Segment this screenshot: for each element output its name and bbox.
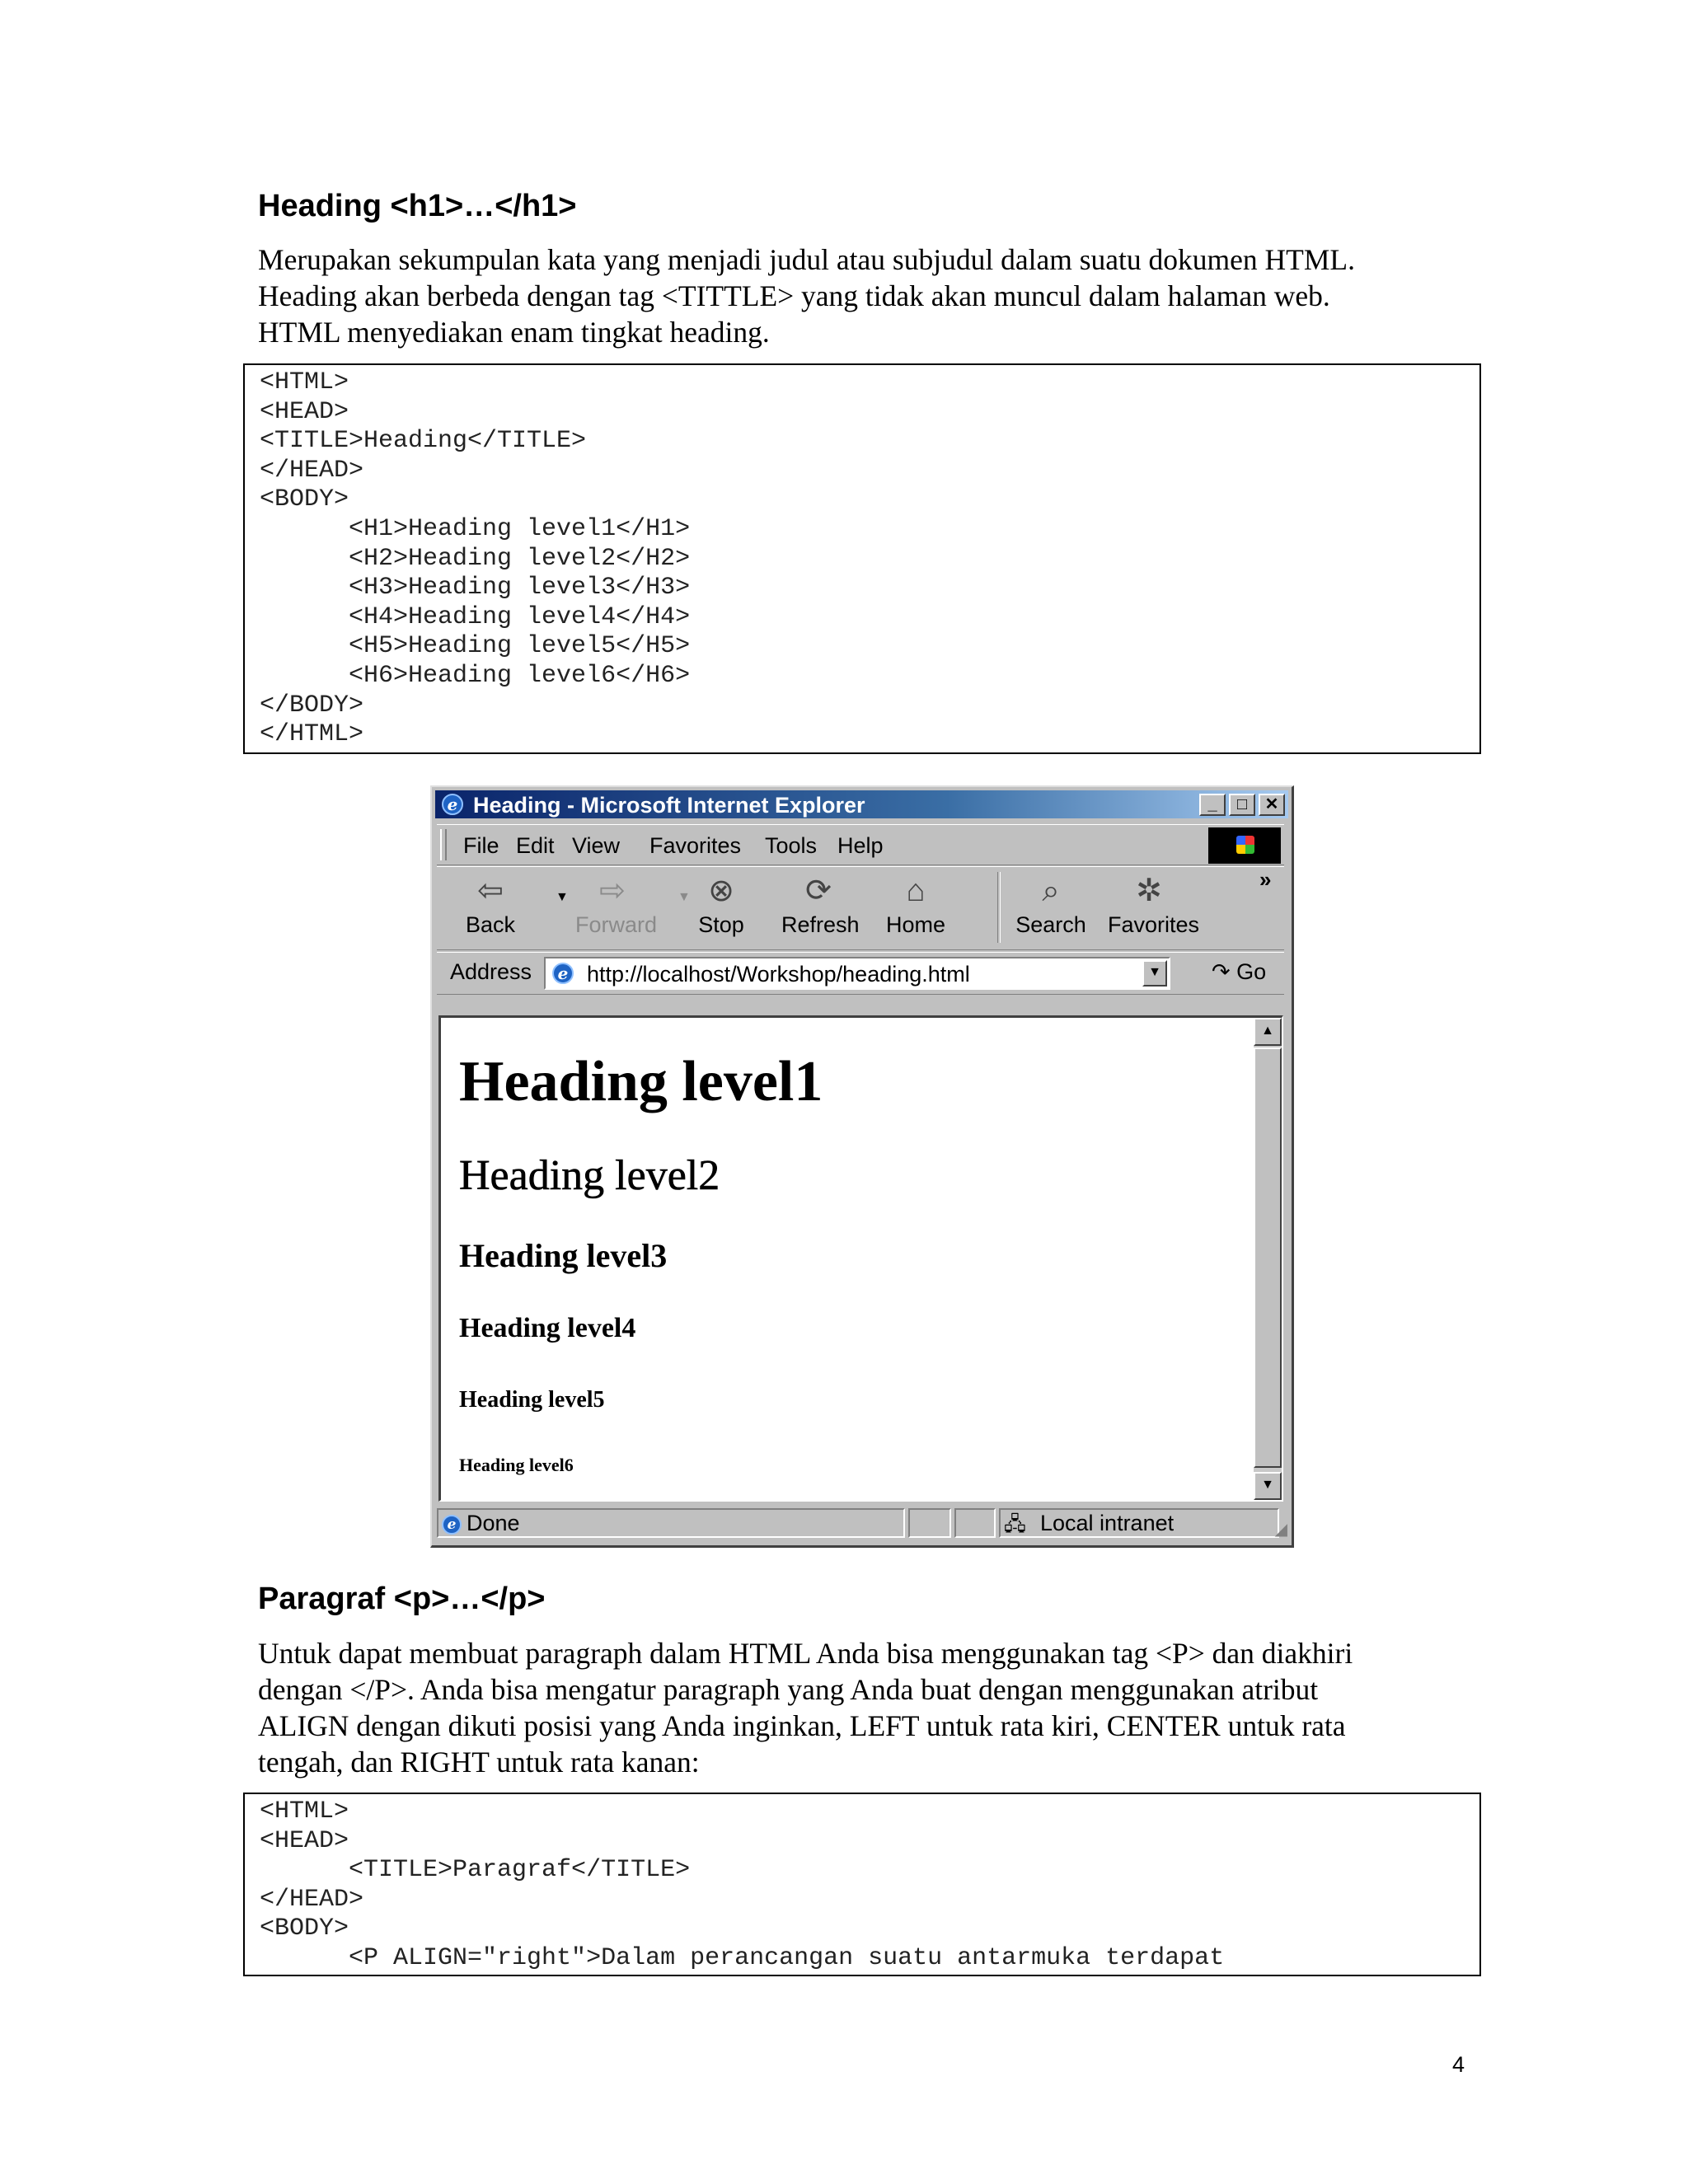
status-pane-empty [954,1508,996,1538]
address-label: Address [450,959,532,984]
status-pane-empty [908,1508,951,1538]
code-block-heading [243,363,1481,754]
code-listing: <HTML> <HEAD> <TITLE>Heading</TITLE> </HEAD> <BODY> <H1>Heading level1</H1> <H2>Heading level2</H2> <H3>Heading level3</H3> <H4>Heading level4</H4> <H5>Heading level5</H5> <H6>Heading level6</H6> </BODY> </HTML> [260,368,691,749]
home-label: Home [885,912,946,937]
menu-file[interactable]: File [463,833,499,858]
back-button[interactable] [453,870,528,944]
forward-arrow-icon: ⇨ [599,874,626,908]
forward-label: Forward [575,912,658,937]
ie-logo-icon: e [442,794,463,815]
title-bar [435,790,1288,818]
back-dropdown-icon[interactable]: ▼ [556,890,569,904]
menu-favorites[interactable]: Favorites [649,833,742,858]
menu-grip [440,829,447,860]
status-main-pane [437,1508,905,1538]
minimize-button[interactable]: _ [1199,794,1226,816]
paragraph-line: dengan </P>. Anda bisa mengatur paragraph yang Anda buat dengan menggunakan atribut [258,1673,1319,1706]
search-label: Search [1015,912,1086,937]
rendered-h6: Heading level6 [459,1455,574,1475]
code-listing: <HTML> <HEAD> <TITLE>Paragraf</TITLE> </HEAD> <BODY> <P ALIGN="right">Dalam perancangan suatu antarmuka terdapat [260,1797,1225,1972]
window-title: Heading - Microsoft Internet Explorer [473,793,865,818]
vertical-scrollbar[interactable] [1254,1018,1282,1500]
status-text: Done [467,1511,520,1535]
close-button[interactable]: ✕ [1259,794,1285,816]
forward-button[interactable] [575,870,658,944]
menu-help[interactable]: Help [837,833,884,858]
paragraph-line: ALIGN dengan dikuti posisi yang Anda inginkan, LEFT untuk rata kiri, CENTER untuk rata [258,1709,1346,1742]
paragraph-line: Untuk dapat membuat paragraph dalam HTML Anda bisa menggunakan tag <P> dan diakhiri [258,1637,1353,1670]
resize-grip-icon[interactable]: ◢ [1274,1521,1287,1539]
rendered-h3: Heading level3 [459,1237,668,1274]
windows-logo-icon [1208,827,1281,864]
rendered-h1: Heading level1 [459,1050,823,1113]
favorites-folder-icon: ✲ [1136,874,1162,908]
toolbar-separator [997,872,1001,943]
back-label: Back [465,912,516,937]
stop-icon: ⊗ [708,874,734,908]
standard-toolbar [437,866,1284,950]
refresh-icon: ⟳ [805,874,832,908]
menu-edit[interactable]: Edit [516,833,555,858]
paragraph-line: tengah, dan RIGHT untuk rata kanan: [258,1746,700,1779]
address-dropdown-icon[interactable]: ▼ [1142,960,1167,987]
toolbar-more-icon[interactable]: » [1259,867,1272,892]
menu-tools[interactable]: Tools [765,833,818,858]
paragraph-line: Merupakan sekumpulan kata yang menjadi judul atau subjudul dalam suatu dokumen HTML. [258,243,1355,276]
status-bar [435,1507,1291,1541]
intranet-icon: 🖧 [1004,1513,1026,1535]
refresh-label: Refresh [781,912,860,937]
zone-text: Local intranet [1040,1511,1175,1535]
paragraph-line: Heading akan berbeda dengan tag <TITTLE> yang tidak akan muncul dalam halaman web. [258,279,1330,312]
refresh-button[interactable] [781,870,860,944]
paragraph-line: HTML menyediakan enam tingkat heading. [258,316,770,349]
stop-label: Stop [698,912,744,937]
section-heading-heading: Heading <h1>…</h1> [258,189,577,223]
favorites-button[interactable] [1108,870,1200,944]
search-button[interactable] [1014,870,1088,944]
page-viewport [438,1015,1283,1502]
go-arrow-icon: ↷ [1212,959,1231,984]
section-paragraf-heading: Paragraf <p>…</p> [258,1582,546,1616]
maximize-button[interactable]: □ [1229,794,1255,816]
home-button[interactable] [879,870,953,944]
go-label: Go [1236,959,1267,984]
back-arrow-icon: ⇦ [477,874,504,908]
search-icon: ⌕ [1042,874,1060,908]
rendered-h4: Heading level4 [459,1313,636,1343]
url-text: http://localhost/Workshop/heading.html [587,962,970,987]
status-zone-pane [999,1508,1279,1538]
browser-window [430,785,1294,1548]
address-input[interactable] [544,957,1170,990]
forward-dropdown-icon[interactable]: ▼ [678,890,691,904]
scroll-down-icon[interactable]: ▼ [1254,1472,1282,1500]
stop-button[interactable] [684,870,758,944]
scroll-up-icon[interactable]: ▲ [1254,1018,1282,1046]
address-bar [437,952,1284,995]
home-icon: ⌂ [906,874,926,908]
menu-bar [437,824,1284,865]
favorites-label: Favorites [1108,912,1200,937]
page-number: 4 [1452,2052,1465,2077]
page-icon: e [552,963,574,984]
status-page-icon: e [442,1515,462,1535]
menu-view[interactable]: View [572,833,621,858]
code-block-paragraf [243,1793,1481,1976]
rendered-h2: Heading level2 [459,1152,720,1199]
go-button[interactable] [1212,959,1266,985]
scroll-thumb[interactable] [1254,1047,1282,1468]
section-paragraf-paragraph [258,1635,1461,1780]
section-heading-paragraph [258,241,1461,350]
rendered-h5: Heading level5 [459,1387,605,1413]
